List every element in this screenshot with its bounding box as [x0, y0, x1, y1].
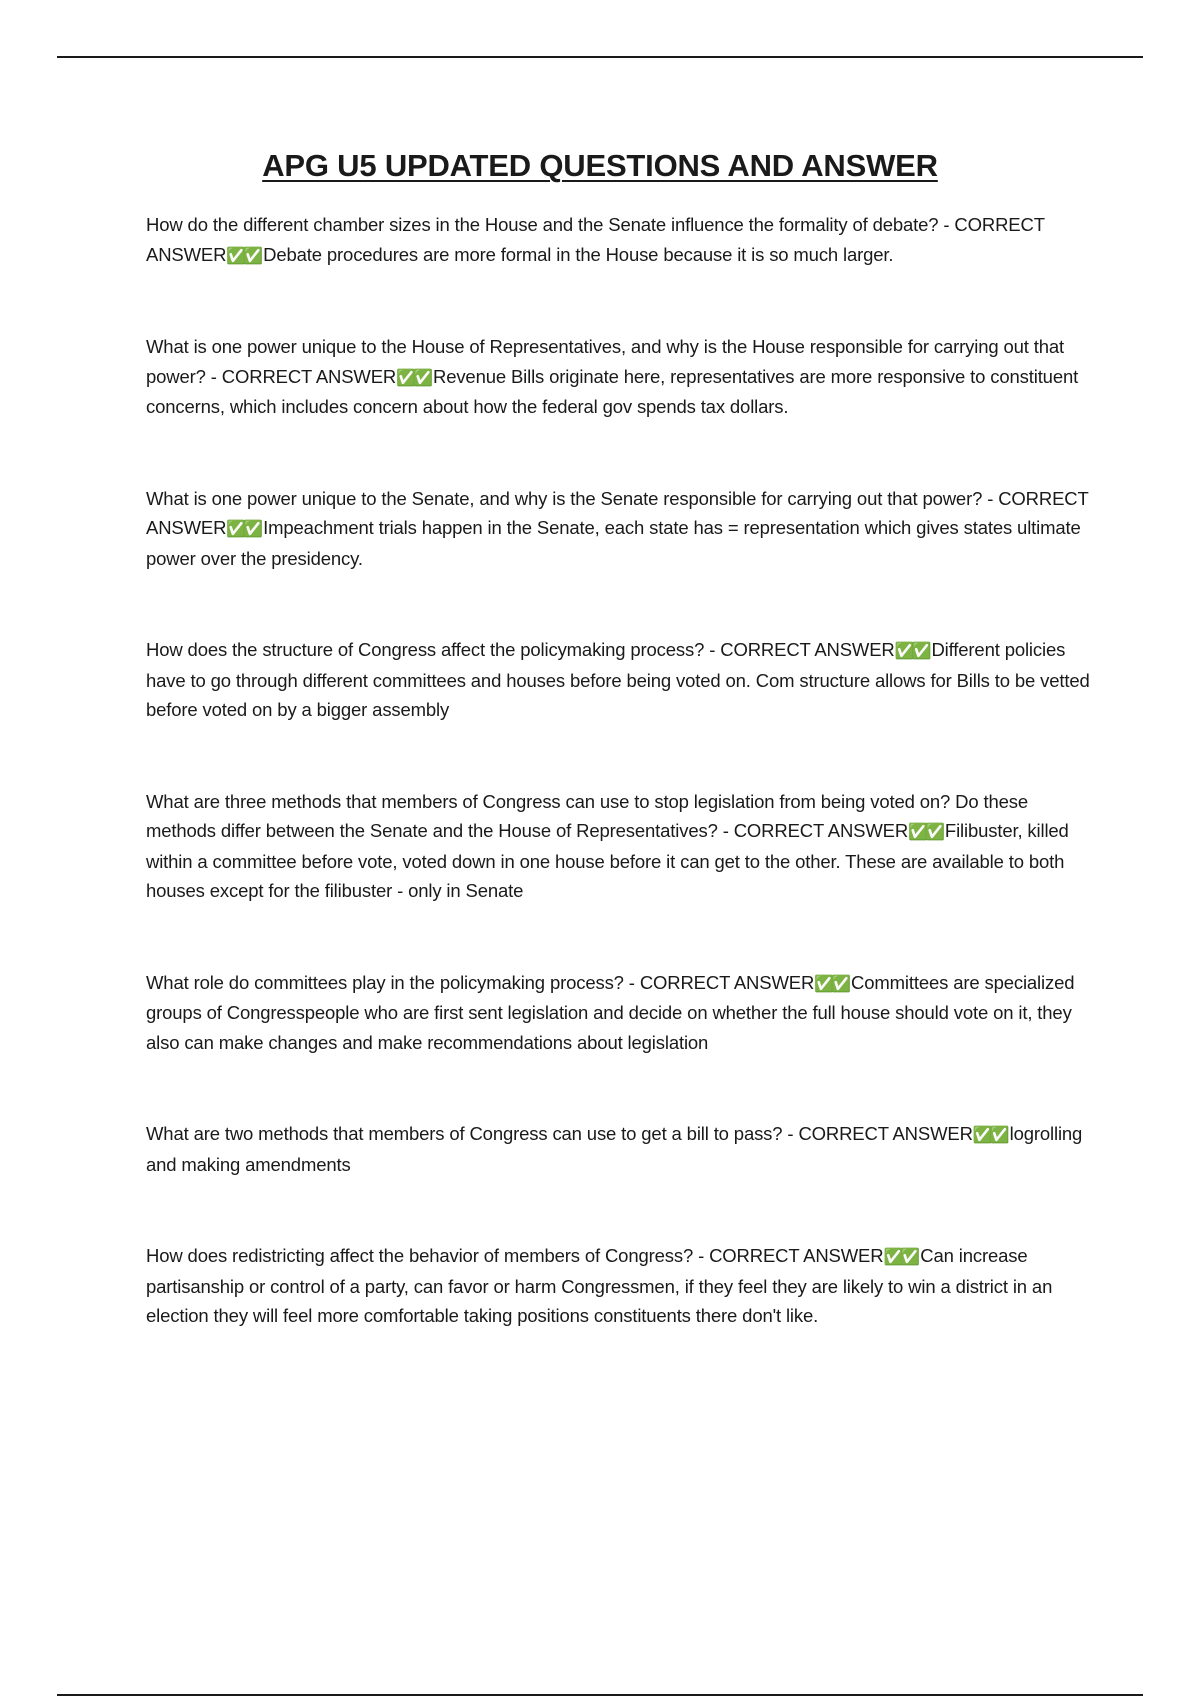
- double-check-icon: ✅✅: [814, 973, 849, 993]
- double-check-icon: ✅✅: [908, 822, 942, 841]
- answer-label: CORRECT ANSWER: [146, 214, 1045, 265]
- answer-label: CORRECT ANSWER: [798, 1123, 973, 1144]
- header-rule: [57, 56, 1143, 58]
- qa-item: [146, 1119, 1096, 1179]
- double-check-icon: ✅✅: [396, 367, 430, 387]
- double-check-icon: ✅✅: [226, 519, 261, 538]
- answer-label: CORRECT ANSWER: [709, 1245, 884, 1266]
- answer-label: CORRECT ANSWER: [146, 487, 1089, 538]
- qa-item: [146, 787, 1096, 906]
- answer-text: Can increase partisanship or control of a party, can favor or harm Congressmen, if they feel they are likely to win a district in an election they will feel more comfortable taking positions constituents there don't like.: [146, 1245, 1053, 1326]
- separator: -: [938, 214, 955, 235]
- separator: -: [717, 820, 734, 841]
- answer-text: Debate procedures are more formal in the House because it is so much larger.: [263, 243, 894, 265]
- separator: -: [693, 1245, 710, 1266]
- separator: -: [205, 365, 222, 387]
- double-check-icon: ✅✅: [894, 641, 929, 660]
- question-text: What is one power unique to the House of Representatives, and why is the House responsible for carrying out that power?: [146, 336, 1064, 387]
- double-check-icon: ✅✅: [972, 1125, 1007, 1144]
- double-check-icon: ✅✅: [883, 1247, 918, 1266]
- answer-label: CORRECT ANSWER: [221, 365, 397, 387]
- question-text: What role do committees play in the policymaking process?: [146, 971, 624, 993]
- question-text: How do the different chamber sizes in the House and the Senate influence the formality of debate?: [146, 214, 939, 235]
- answer-label: CORRECT ANSWER: [720, 639, 895, 660]
- answer-text: Impeachment trials happen in the Senate, each state has = representation which gives states ultimate power over the presidency.: [146, 517, 1081, 569]
- qa-item: [146, 1241, 1096, 1331]
- double-check-icon: ✅✅: [226, 245, 261, 265]
- question-text: What are three methods that members of Congress can use to stop legislation from being voted on? Do these methods differ between the Senate and the House of Representatives?: [146, 790, 1028, 841]
- answer-label: CORRECT ANSWER: [639, 971, 815, 993]
- question-text: How does the structure of Congress affect the policymaking process?: [146, 639, 705, 660]
- question-text: What is one power unique to the Senate, and why is the Senate responsible for carrying out that power?: [146, 487, 983, 509]
- answer-text: Revenue Bills originate here, representatives are more responsive to constituent concerns, which includes concern about how the federal gov spends tax dollars.: [146, 365, 1079, 417]
- question-text: How does redistricting affect the behavior of members of Congress?: [146, 1245, 694, 1266]
- answer-text: Committees are specialized groups of Congresspeople who are first sent legislation and decide on whether the full house should vote on it, they also can make changes and make recommendations about legislation: [146, 971, 1075, 1053]
- qa-item: [146, 210, 1096, 270]
- separator: -: [704, 639, 721, 660]
- qa-list: [146, 210, 1096, 1331]
- footer-rule: [57, 1694, 1143, 1696]
- qa-item: [146, 484, 1096, 574]
- qa-item: [146, 635, 1096, 725]
- answer-text: Filibuster, killed within a committee before vote, voted down in one house before it can get to the other. These are available to both houses except for the filibuster - only in Senate: [146, 820, 1069, 901]
- question-text: What are two methods that members of Congress can use to get a bill to pass?: [146, 1123, 783, 1144]
- answer-label: CORRECT ANSWER: [733, 820, 909, 841]
- answer-text: Different policies have to go through different committees and houses before being voted on. Com structure allows for Bills to be vetted before voted on by a bigger assembly: [146, 639, 1090, 720]
- qa-item: [146, 968, 1096, 1058]
- qa-item: [146, 332, 1096, 422]
- document-title: APG U5 UPDATED QUESTIONS AND ANSWER: [262, 148, 938, 183]
- separator: -: [782, 1123, 799, 1144]
- separator: -: [982, 487, 999, 509]
- answer-text: logrolling and making amendments: [146, 1123, 1083, 1175]
- separator: -: [623, 971, 640, 993]
